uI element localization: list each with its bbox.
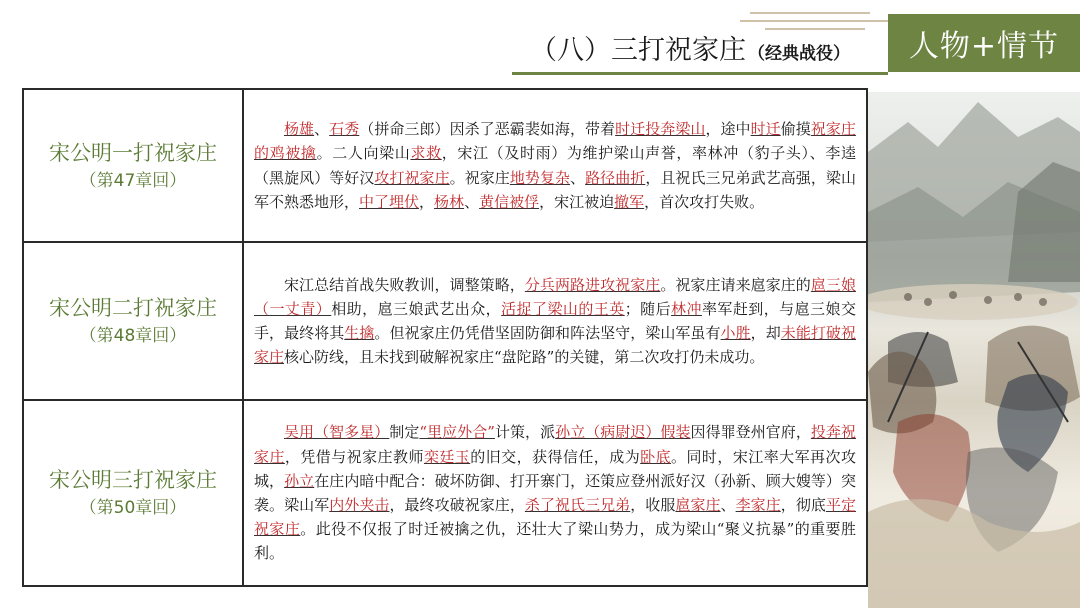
highlighted-phrase: 地势复杂 bbox=[509, 168, 571, 187]
battle-chapter: （第47章回） bbox=[79, 170, 187, 191]
battle-table bbox=[22, 88, 868, 587]
text-segment: 。但祝家庄仍凭借坚固防御和阵法坚守，梁山军虽有 bbox=[374, 324, 721, 342]
highlighted-phrase: 孙立（病尉迟）假装 bbox=[555, 423, 691, 442]
text-segment: 。祝家庄请来扈家庄的 bbox=[660, 275, 811, 294]
text-segment: （拼命三郎）因杀了恶霸裴如海，带着 bbox=[359, 120, 616, 139]
text-segment: 制定 bbox=[389, 423, 420, 442]
highlighted-phrase: 林冲 bbox=[671, 299, 702, 318]
highlighted-phrase: 黄信被俘 bbox=[479, 192, 540, 211]
highlighted-phrase: 杨雄 bbox=[284, 120, 315, 139]
battle-name: 宋公明三打祝家庄 bbox=[49, 468, 217, 492]
highlighted-phrase: 石秀 bbox=[329, 120, 360, 139]
highlighted-phrase: 祝家庄的鸡被擒 bbox=[254, 120, 856, 163]
title-subtitle: （经典战役） bbox=[748, 44, 850, 64]
highlighted-phrase: 扈三娘（一丈青） bbox=[254, 275, 856, 318]
text-segment: 。祝家庄 bbox=[449, 168, 510, 187]
highlighted-phrase: 时迁 bbox=[750, 120, 781, 139]
text-segment: 偷摸 bbox=[780, 120, 811, 139]
text-segment: 、 bbox=[314, 120, 330, 139]
category-tag: 人物+情节 bbox=[888, 14, 1080, 72]
battle-description bbox=[243, 400, 867, 586]
text-segment: 率军赶到，与扈三娘交手，最终将其 bbox=[254, 299, 856, 342]
highlighted-phrase: 杨林 bbox=[434, 192, 465, 211]
text-segment: ，宋江被迫 bbox=[539, 192, 615, 211]
text-segment: ，收服 bbox=[630, 496, 676, 514]
text-segment: ，彻底 bbox=[780, 496, 826, 514]
text-segment: ，却 bbox=[750, 324, 781, 342]
text-segment: 相助，扈三娘武艺出众， bbox=[331, 299, 502, 318]
text-segment: ，途中 bbox=[705, 120, 751, 139]
text-segment: 的旧交，获得信任，成为 bbox=[470, 447, 641, 466]
highlighted-phrase: 孙立 bbox=[284, 471, 315, 490]
text-segment: ，最终攻破祝家庄， bbox=[389, 496, 525, 514]
text-segment: 核心防线，且未找到破解祝家庄“盘陀路”的关键，第二次攻打仍未成功。 bbox=[284, 348, 765, 367]
highlighted-phrase: 平定祝家庄 bbox=[254, 496, 856, 539]
highlighted-phrase: 活捉了梁山的王英 bbox=[501, 299, 625, 318]
text-segment: ，宋江（及时雨）为维护梁山声誉，率林冲（豹子头）、李逵（黑旋风）等好汉 bbox=[254, 144, 856, 187]
highlighted-phrase: 李家庄 bbox=[735, 496, 781, 514]
text-segment: ；随后 bbox=[624, 299, 672, 318]
highlighted-phrase: 小胜 bbox=[720, 324, 751, 342]
highlighted-phrase: 撤军 bbox=[614, 192, 645, 211]
battle-description bbox=[243, 89, 867, 242]
text-segment: 在庄内暗中配合：破坏防御、打开寨门，还策应登州派好汉（孙新、顾大嫂等）突袭。梁山军 bbox=[254, 471, 856, 514]
highlighted-phrase: 路径曲折 bbox=[585, 168, 646, 187]
highlighted-phrase: “里应外合” bbox=[419, 423, 495, 442]
highlighted-phrase: 求救 bbox=[410, 144, 442, 163]
text-segment: 宋江总结首战失败教训，调整策略， bbox=[284, 275, 525, 294]
battle-chapter: （第50章回） bbox=[79, 498, 187, 518]
battle-label-cell bbox=[23, 89, 243, 242]
text-segment: 、 bbox=[570, 168, 586, 187]
battle-chapter: （第48章回） bbox=[79, 326, 187, 346]
highlighted-phrase: 扈家庄 bbox=[675, 496, 721, 514]
highlighted-phrase: 中了埋伏 bbox=[359, 192, 420, 211]
highlighted-phrase: 生擒 bbox=[344, 324, 375, 342]
battle-name: 宋公明二打祝家庄 bbox=[49, 296, 217, 320]
battle-label-cell bbox=[23, 400, 243, 586]
text-segment: 。同时，宋江率大军再次攻城， bbox=[254, 447, 856, 490]
highlighted-phrase: 杀了祝氏三兄弟 bbox=[524, 496, 631, 514]
title-main: （八）三打祝家庄 bbox=[530, 35, 746, 66]
painting-illustration bbox=[868, 92, 1080, 608]
highlighted-phrase: 攻打祝家庄 bbox=[374, 168, 450, 187]
text-segment: ， bbox=[419, 192, 435, 211]
battle-label-cell bbox=[23, 242, 243, 400]
text-segment: ，且祝氏三兄弟武艺高强，梁山军不熟悉地形， bbox=[254, 168, 856, 211]
highlighted-phrase: 栾廷玉 bbox=[423, 447, 471, 466]
text-segment: 因得罪登州官府， bbox=[690, 423, 811, 442]
text-segment: 。二人向梁山 bbox=[316, 144, 411, 163]
text-segment: ，凭借与祝家庄教师 bbox=[284, 447, 424, 466]
highlighted-phrase: 卧底 bbox=[640, 447, 672, 466]
battle-description bbox=[243, 242, 867, 400]
highlighted-phrase: 内外夹击 bbox=[329, 496, 390, 514]
battle-name: 宋公明一打祝家庄 bbox=[49, 140, 217, 165]
highlighted-phrase: 投奔祝家庄 bbox=[254, 423, 856, 466]
highlighted-phrase: 时迁投奔梁山 bbox=[615, 120, 706, 139]
highlighted-phrase: 分兵两路进攻祝家庄 bbox=[524, 275, 661, 294]
text-segment: 、 bbox=[464, 192, 480, 211]
table-row bbox=[23, 400, 867, 586]
text-segment: 计策，派 bbox=[494, 423, 556, 442]
battle-painting bbox=[868, 92, 1080, 608]
page-title bbox=[530, 28, 850, 70]
highlighted-phrase: 未能打破祝家庄 bbox=[254, 324, 856, 367]
text-segment: 。此役不仅报了时迁被擒之仇，还壮大了梁山势力，成为梁山“聚义抗暴”的重要胜利。 bbox=[254, 520, 856, 563]
table-row bbox=[23, 242, 867, 400]
table-row bbox=[23, 89, 867, 242]
text-segment: ，首次攻打失败。 bbox=[644, 192, 765, 211]
highlighted-phrase: 吴用（智多星） bbox=[284, 423, 390, 442]
text-segment: 、 bbox=[720, 496, 736, 514]
title-underline bbox=[512, 72, 888, 75]
